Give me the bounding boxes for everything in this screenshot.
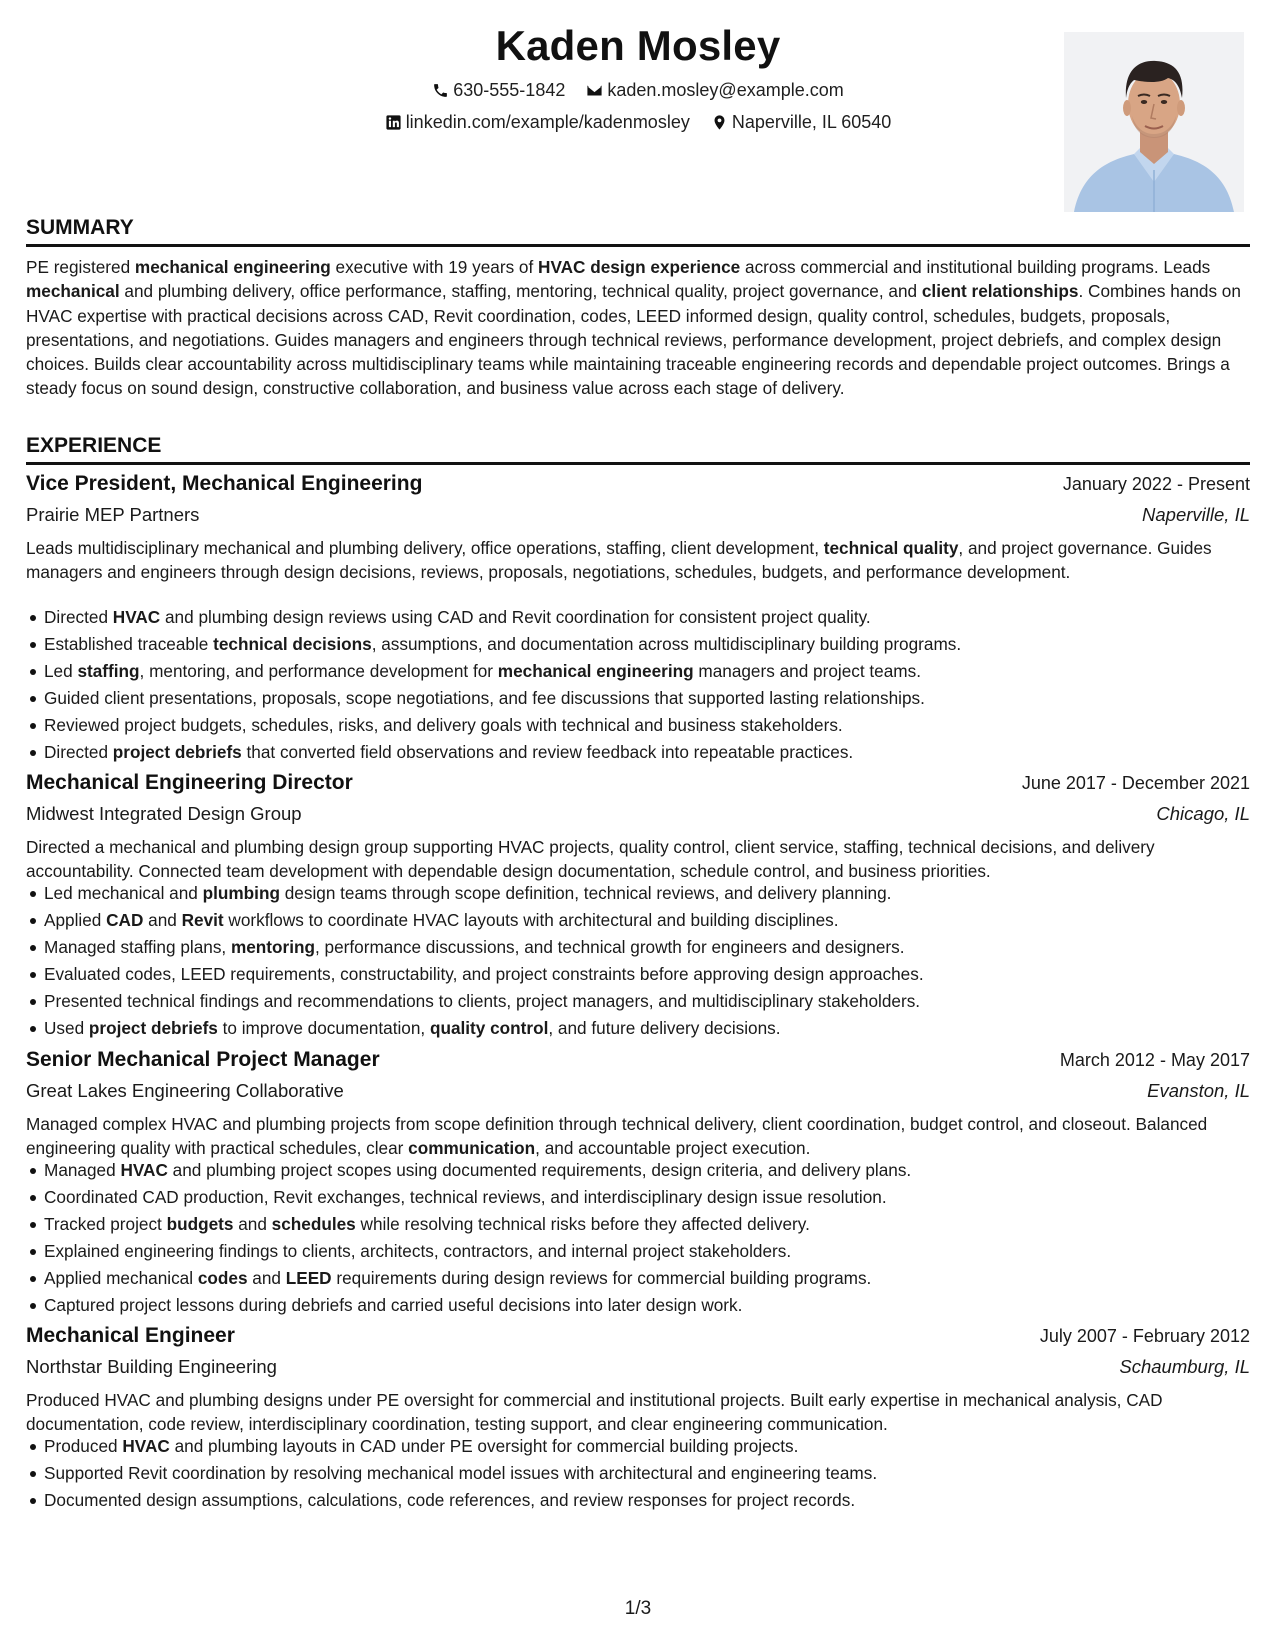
- text-run: , and accountable project execution.: [535, 1138, 811, 1159]
- job-location: Chicago, IL: [1156, 803, 1250, 824]
- text-run: Led: [44, 661, 78, 681]
- bold-keyword: mechanical engineering: [134, 257, 331, 277]
- resume-page: [26, 0, 1250, 1650]
- text-run: and: [247, 1268, 286, 1288]
- bold-keyword: client relationships: [921, 281, 1079, 302]
- text-run: Documented design assumptions, calculations, code references, and review responses for project records.: [44, 1490, 856, 1510]
- text-run: Applied mechanical: [44, 1268, 198, 1288]
- job-dates: June 2017 - December 2021: [1021, 773, 1250, 793]
- job-location: Naperville, IL: [1142, 504, 1250, 525]
- text-run: Guided client presentations, proposals, scope negotiations, and fee discussions that supported lasting relationships.: [44, 688, 925, 708]
- job-company: Northstar Building Engineering: [26, 1356, 277, 1377]
- job-dates: March 2012 - May 2017: [1059, 1050, 1250, 1070]
- bold-keyword: HVAC: [122, 1436, 170, 1456]
- bullet-item: [26, 880, 1250, 907]
- contact-linkedin[interactable]: [385, 112, 690, 133]
- bold-keyword: project debriefs: [88, 1018, 218, 1038]
- bold-keyword: quality control: [429, 1018, 549, 1038]
- profile-photo-illustration: [1064, 32, 1244, 212]
- text-run: requirements during design reviews for commercial building programs.: [331, 1268, 872, 1288]
- text-run: , assumptions, and documentation across multidisciplinary building programs.: [371, 634, 962, 654]
- text-run: Established traceable: [44, 634, 214, 654]
- job-summary: [26, 835, 1250, 884]
- bold-keyword: Revit: [181, 910, 224, 930]
- bold-keyword: HVAC design experience: [538, 257, 741, 277]
- bullet-item: [26, 1184, 1250, 1211]
- text-run: , and project governance. Guides managers and engineers through design decisions, reviews, proposals, negotiations, schedules, budgets, and performance development.: [26, 538, 1212, 583]
- bold-keyword: mechanical engineering: [497, 661, 694, 681]
- text-run: Coordinated CAD production, Revit exchanges, technical reviews, and interdisciplinary design issue resolution.: [44, 1187, 887, 1207]
- bold-keyword: staffing: [77, 661, 140, 681]
- bullet-item: [26, 604, 1250, 631]
- bullet-item: [26, 658, 1250, 685]
- text-run: and plumbing layouts in CAD under PE oversight for commercial building projects.: [169, 1436, 799, 1456]
- bold-keyword: schedules: [271, 1214, 356, 1234]
- map-pin-icon: [711, 114, 728, 131]
- job-company: Prairie MEP Partners: [26, 504, 200, 525]
- bullet-item: [26, 1292, 1250, 1319]
- bold-keyword: technical quality: [823, 538, 959, 558]
- bullet-item: [26, 1211, 1250, 1238]
- job-dates: January 2022 - Present: [1062, 474, 1250, 494]
- text-run: , performance discussions, and technical growth for engineers and designers.: [315, 937, 905, 957]
- bold-keyword: codes: [197, 1268, 248, 1288]
- summary-heading: SUMMARY: [26, 216, 1250, 247]
- text-run: to improve documentation,: [217, 1018, 430, 1038]
- bullet-item: [26, 685, 1250, 712]
- text-run: Presented technical findings and recommendations to clients, project managers, and multidisciplinary stakeholders.: [44, 991, 921, 1011]
- job-title: Senior Mechanical Project Manager: [26, 1048, 380, 1071]
- text-run: Supported Revit coordination by resolving mechanical model issues with architectural and engineering teams.: [44, 1463, 878, 1483]
- experience-heading: EXPERIENCE: [26, 434, 1250, 465]
- bullet-item: [26, 631, 1250, 658]
- text-run: , mentoring, and performance development for: [139, 661, 498, 681]
- text-run: across commercial and institutional building programs. Leads: [740, 257, 1211, 277]
- bold-keyword: project debriefs: [112, 742, 242, 762]
- text-run: and: [233, 1214, 272, 1234]
- text-run: executive with 19 years of: [330, 257, 539, 277]
- job-bullets: [26, 1157, 1250, 1319]
- job-bullets: [26, 880, 1250, 1042]
- envelope-icon: [586, 82, 603, 99]
- page-number: 1/3: [624, 1598, 652, 1619]
- job-title: Mechanical Engineer: [26, 1324, 235, 1347]
- text-run: workflows to coordinate HVAC layouts with architectural and building disciplines.: [223, 910, 839, 930]
- bullet-item: [26, 1487, 1250, 1514]
- bullet-item: [26, 712, 1250, 739]
- profile-photo: [1064, 32, 1244, 212]
- email-text: kaden.mosley@example.com: [607, 80, 844, 100]
- job-company: Midwest Integrated Design Group: [26, 803, 302, 824]
- location-text: Naperville, IL 60540: [731, 112, 892, 132]
- job-location: Evanston, IL: [1147, 1080, 1250, 1101]
- bullet-item: [26, 961, 1250, 988]
- bold-keyword: plumbing: [202, 883, 280, 903]
- job-company: Great Lakes Engineering Collaborative: [26, 1080, 344, 1101]
- bullet-item: [26, 1265, 1250, 1292]
- job-location: Schaumburg, IL: [1119, 1356, 1250, 1377]
- text-run: Produced HVAC and plumbing designs under PE oversight for commercial and institutional projects. Built early expertise in mechanical analysis, CAD documentation, code review, interdisciplinary coordination, testing support, and clear engineering communication.: [26, 1390, 1163, 1435]
- bullet-item: [26, 934, 1250, 961]
- contact-location: [711, 112, 891, 133]
- text-run: Directed: [44, 607, 113, 627]
- bold-keyword: communication: [408, 1138, 536, 1159]
- bullet-item: [26, 1015, 1250, 1042]
- bullet-item: [26, 907, 1250, 934]
- phone-text: 630-555-1842: [453, 80, 566, 100]
- text-run: Managed staffing plans,: [44, 937, 231, 957]
- text-run: Leads multidisciplinary mechanical and plumbing delivery, office operations, staffing, client development,: [26, 538, 824, 558]
- linkedin-icon: [385, 114, 402, 131]
- text-run: Tracked project: [44, 1214, 167, 1234]
- candidate-name: Kaden Mosley: [495, 22, 781, 69]
- text-run: Applied: [44, 910, 107, 930]
- bullet-item: [26, 1157, 1250, 1184]
- bullet-item: [26, 739, 1250, 766]
- text-run: and plumbing project scopes using documented requirements, design criteria, and delivery plans.: [167, 1160, 912, 1180]
- bold-keyword: technical decisions: [213, 634, 372, 654]
- text-run: Managed complex HVAC and plumbing projects from scope definition through technical delivery, client coordination, budget control, and closeout. Balanced engineering quality with practical schedules, clear: [26, 1114, 1208, 1159]
- bold-keyword: mechanical: [26, 281, 120, 302]
- text-run: Reviewed project budgets, schedules, risks, and delivery goals with technical and business stakeholders.: [44, 715, 843, 735]
- job-title: Vice President, Mechanical Engineering: [26, 472, 423, 495]
- text-run: Managed: [44, 1160, 121, 1180]
- text-run: , and future delivery decisions.: [548, 1018, 781, 1038]
- job-summary: [26, 536, 1250, 585]
- job-bullets: [26, 604, 1250, 766]
- bullet-item: [26, 988, 1250, 1015]
- job-summary: [26, 1388, 1250, 1437]
- job-bullets: [26, 1433, 1250, 1514]
- text-run: Led mechanical and: [44, 883, 203, 903]
- bold-keyword: HVAC: [120, 1160, 168, 1180]
- job-title: Mechanical Engineering Director: [26, 771, 353, 794]
- bullet-item: [26, 1460, 1250, 1487]
- contact-phone[interactable]: [432, 80, 565, 101]
- text-run: design teams through scope definition, technical reviews, and delivery planning.: [279, 883, 892, 903]
- bullet-item: [26, 1238, 1250, 1265]
- text-run: and plumbing design reviews using CAD and Revit coordination for consistent project quality.: [160, 607, 871, 627]
- bold-keyword: mentoring: [230, 937, 315, 957]
- text-run: that converted field observations and review feedback into repeatable practices.: [241, 742, 854, 762]
- text-run: while resolving technical risks before they affected delivery.: [355, 1214, 810, 1234]
- text-run: managers and project teams.: [693, 661, 921, 681]
- text-run: Produced: [44, 1436, 123, 1456]
- bold-keyword: CAD: [106, 910, 144, 930]
- text-run: Directed a mechanical and plumbing design group supporting HVAC projects, quality control, client service, staffing, technical decisions, and delivery accountability. Connected team development with dependable design documentation, schedule control, and business priorities.: [26, 837, 1155, 882]
- bold-keyword: LEED: [285, 1268, 332, 1288]
- contact-email[interactable]: [586, 80, 843, 101]
- text-run: Evaluated codes, LEED requirements, constructability, and project constraints before approving design approaches.: [44, 964, 924, 984]
- text-run: Directed: [44, 742, 113, 762]
- job-summary: [26, 1112, 1250, 1161]
- bullet-item: [26, 1433, 1250, 1460]
- text-run: Used: [44, 1018, 89, 1038]
- linkedin-text: linkedin.com/example/kadenmosley: [405, 112, 690, 132]
- resume-header: [26, 0, 1250, 214]
- phone-icon: [432, 82, 449, 99]
- text-run: . Combines hands on HVAC expertise with practical decisions across CAD, Revit coordination, codes, LEED informed design, quality control, schedules, budgets, proposals, presentations, and negotiations. Guides managers and engineers through technical reviews, performance development, project debriefs, and complex design choices. Builds clear accountability across multidisciplinary teams while maintaining traceable engineering records and dependable project outcomes. Brings a steady focus on sound design, constructive collaboration, and business value across each stage of delivery.: [26, 281, 1241, 399]
- text-run: and: [143, 910, 182, 930]
- bold-keyword: HVAC: [112, 607, 161, 627]
- summary-paragraph: [26, 255, 1250, 401]
- text-run: PE registered: [26, 257, 135, 277]
- text-run: Captured project lessons during debriefs and carried useful decisions into later design work.: [44, 1295, 743, 1315]
- text-run: Explained engineering findings to clients, architects, contractors, and internal project stakeholders.: [44, 1241, 792, 1261]
- job-dates: July 2007 - February 2012: [1039, 1326, 1250, 1346]
- text-run: and plumbing delivery, office performance, staffing, mentoring, technical quality, project governance, and: [119, 281, 922, 302]
- bold-keyword: budgets: [166, 1214, 234, 1234]
